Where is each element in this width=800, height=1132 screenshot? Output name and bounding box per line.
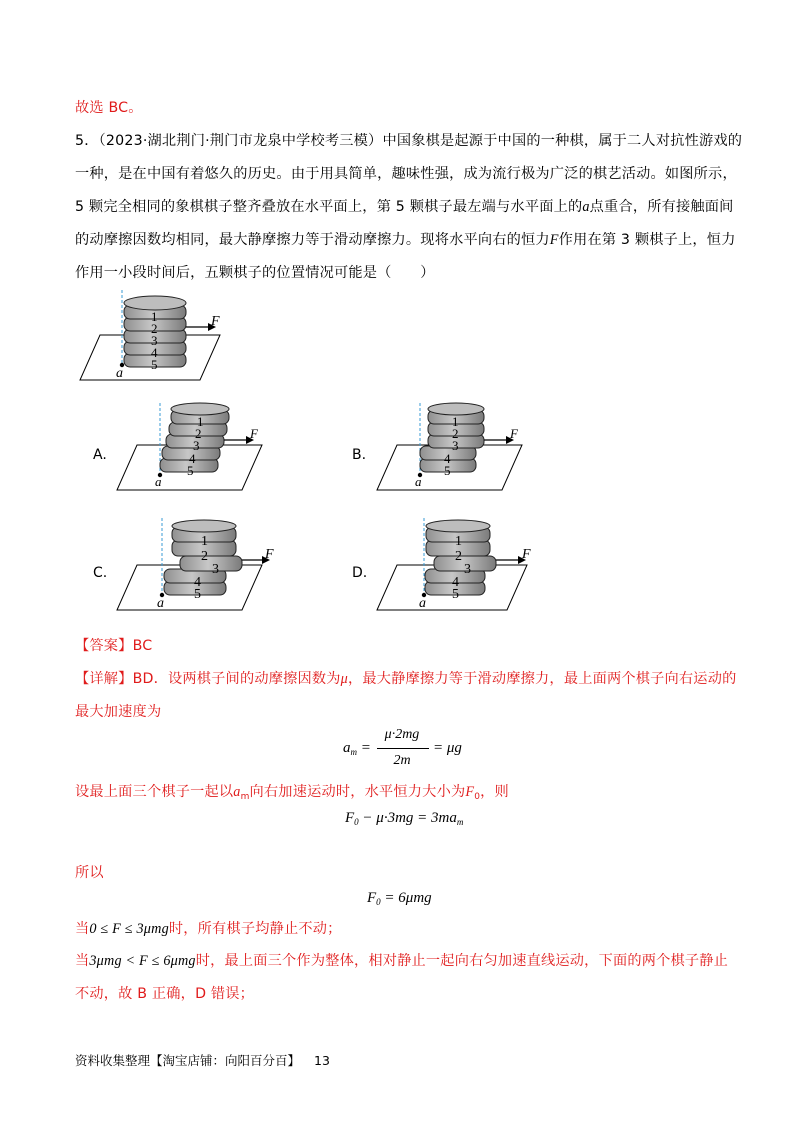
var-F0-sub: 0 (474, 792, 481, 802)
question-line-5: 作用一小段时间后，五颗棋子的位置情况可能是（ ） (75, 265, 435, 281)
detail-text: 时，最上面三个作为整体，相对静止一起向右匀加速直线运动，下面的两个棋子静止 (195, 953, 729, 969)
d-point-label: a (419, 596, 426, 611)
question-text: 的动摩擦因数均相同，最大静摩擦力等于滑动摩擦力。现将水平向右的恒力 (75, 232, 550, 248)
var-F: F (549, 232, 559, 248)
a-force-label: F (250, 426, 258, 441)
a-piece-5: 5 (187, 463, 194, 478)
page-number: 13 (314, 1053, 330, 1068)
eq1-lhs: $a_m$ = (343, 740, 371, 757)
question-text: 点重合，所有接触面间 (589, 199, 734, 215)
equation-2: $F_0 - \mu\cdot 3mg = 3ma_m$ (345, 810, 464, 827)
option-c-label: C. (93, 565, 108, 581)
detail-tag: 【详解】 (75, 671, 133, 687)
question-text: 作用在第 3 颗棋子上，恒力 (558, 232, 736, 248)
question-line-2: 一种，是在中国有着悠久的历史。由于用具简单，趣味性强，成为流行极为广泛的棋艺活动。如图所示， (75, 166, 737, 182)
b-piece-3: 3 (452, 438, 459, 453)
question-text: 5 颗完全相同的象棋棋子整齐叠放在水平面上，第 5 颗棋子最左端与水平面上的 (75, 199, 583, 215)
eq1-denominator: 2m (393, 753, 411, 768)
b-point-label: a (415, 474, 422, 489)
option-a-figure (112, 400, 272, 495)
previous-answer-line: 故选 BC。 (75, 100, 143, 116)
detail-text: 设最上面三个棋子一起以 (75, 784, 234, 800)
detail-line-5 (75, 918, 342, 938)
a-piece-1: 1 (197, 414, 204, 429)
equation-1 (343, 727, 473, 775)
d-piece-1: 1 (455, 534, 462, 549)
d-piece-3: 3 (464, 562, 471, 577)
var-a: a (582, 199, 590, 215)
option-d-figure (372, 515, 542, 615)
answer-line (75, 635, 152, 655)
detail-line-6 (75, 950, 728, 970)
question-line-1 (75, 130, 742, 150)
option-b-figure (372, 400, 532, 495)
piece-label-1: 1 (151, 309, 158, 324)
c-piece-2: 2 (201, 549, 208, 564)
d-piece-2: 2 (455, 549, 462, 564)
detail-text: 当 (75, 953, 90, 969)
answer-value: BC (132, 638, 153, 654)
a-point-label: a (155, 474, 162, 489)
detail-text: 时，所有棋子均静止不动； (168, 921, 342, 937)
b-piece-2: 2 (452, 426, 459, 441)
question-line-3 (75, 196, 734, 216)
detail-text: 当 (75, 921, 90, 937)
detail-text: 向右加速运动时，水平恒力大小为 (249, 784, 466, 800)
detail-line-7: 不动，故 B 正确，D 错误； (75, 986, 255, 1002)
point-a-label: a (116, 366, 123, 381)
answer-tag: 【答案】 (75, 638, 133, 654)
eq1-fraction-bar (377, 748, 429, 749)
c-force-label: F (265, 547, 274, 562)
question-number: 5． (75, 133, 99, 149)
option-a-label: A. (93, 447, 107, 463)
equation-3: $F_0 = 6\mu mg$ (367, 890, 432, 907)
b-piece-4: 4 (444, 451, 451, 466)
piece-label-4: 4 (151, 345, 158, 360)
detail-line-2: 最大加速度为 (75, 704, 162, 720)
force-label: F (211, 314, 220, 329)
detail-line-1 (75, 668, 736, 688)
b-force-label: F (510, 426, 518, 441)
footer-text: 资料收集整理【淘宝店铺：向阳百分百】 (75, 1053, 301, 1068)
var-F0: F (465, 784, 475, 800)
var-am: a (233, 784, 241, 800)
piece-label-3: 3 (151, 333, 158, 348)
piece-label-5: 5 (151, 357, 158, 372)
c-piece-4: 4 (194, 575, 201, 590)
c-piece-1: 1 (201, 534, 208, 549)
question-source: （2023·湖北荆门·荆门市龙泉中学校考三模） (98, 133, 383, 149)
detail-text: BD．设两棋子间的动摩擦因数为 (132, 671, 341, 687)
detail-line-4: 所以 (75, 865, 104, 881)
b-piece-1: 1 (452, 414, 459, 429)
detail-text: ，则 (480, 784, 509, 800)
c-piece-5: 5 (194, 587, 201, 602)
c-piece-3: 3 (212, 562, 219, 577)
d-piece-4: 4 (452, 575, 459, 590)
b-piece-5: 5 (444, 463, 451, 478)
detail-text: ，最大静摩擦力等于滑动摩擦力，最上面两个棋子向右运动的 (348, 671, 737, 687)
option-b-label: B. (352, 447, 367, 463)
condition-1: 0 ≤ F ≤ 3μmg (89, 921, 169, 937)
option-c-figure (112, 515, 282, 615)
question-line-4 (75, 229, 736, 249)
condition-2: 3μmg < F ≤ 6μmg (89, 953, 196, 969)
piece-label-2: 2 (151, 321, 158, 336)
a-piece-3: 3 (193, 438, 200, 453)
var-mu: μ (340, 671, 348, 687)
c-point-label: a (157, 596, 164, 611)
a-piece-4: 4 (189, 451, 196, 466)
d-piece-5: 5 (452, 587, 459, 602)
a-piece-2: 2 (195, 426, 202, 441)
eq1-numerator: μ·2mg (384, 727, 420, 742)
main-figure (70, 285, 260, 385)
eq1-rhs: = μg (433, 740, 462, 756)
footer (75, 1051, 330, 1069)
detail-line-3 (75, 781, 509, 802)
option-d-label: D. (352, 565, 368, 581)
d-force-label: F (522, 547, 531, 562)
question-text: 中国象棋是起源于中国的一种棋，属于二人对抗性游戏的 (382, 133, 743, 149)
var-am-sub: m (240, 792, 250, 802)
